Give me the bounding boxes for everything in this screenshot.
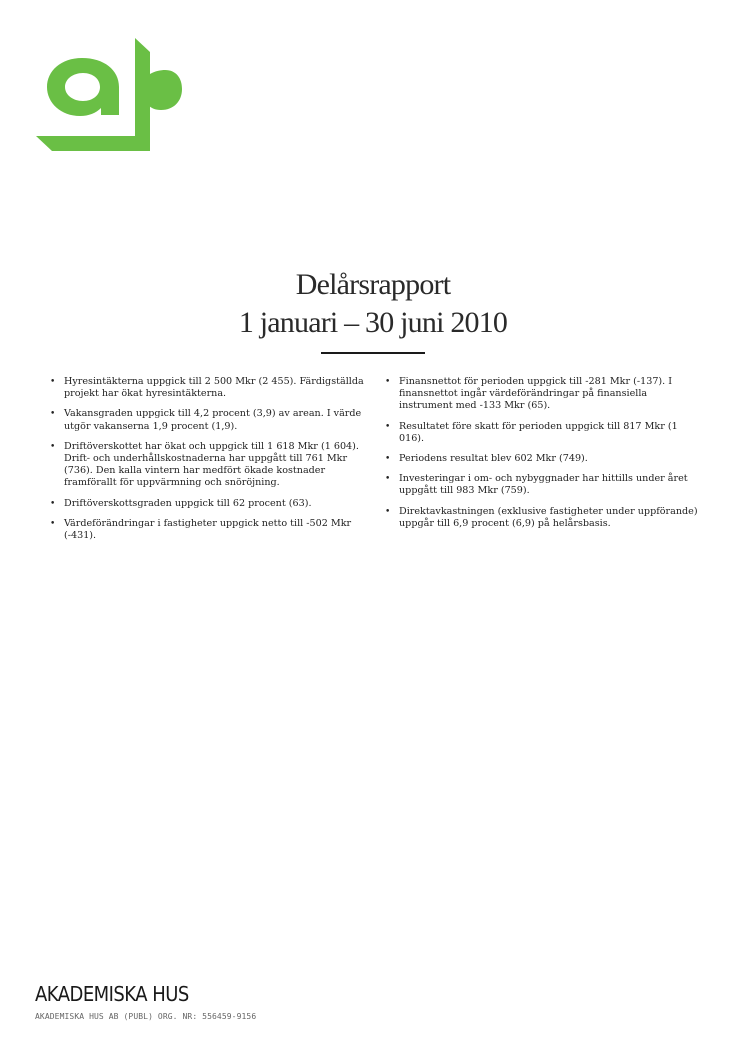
list-item: • Periodens resultat blev 602 Mkr (749). — [385, 453, 703, 465]
title-divider — [321, 352, 425, 354]
list-item: • Direktavkastningen (exklusive fastigheter under uppförande) uppgår till 6,9 procent (6,9) på helårsbasis. — [385, 506, 703, 530]
list-item: • Resultatet före skatt för perioden uppgick till 817 Mkr (1 016). — [385, 421, 703, 445]
list-item: • Hyresintäkterna uppgick till 2 500 Mkr (2 455). Färdigställda projekt har ökat hyresintäkterna. — [50, 376, 368, 400]
list-item: • Driftöverskottsgraden uppgick till 62 procent (63). — [50, 498, 368, 510]
report-title: Delårsrapport — [295, 268, 451, 301]
akademiska-hus-logo — [34, 36, 184, 154]
footer-org-number: AKADEMISKA HUS AB (PUBL) ORG. NR: 556459-9156 — [35, 1012, 257, 1021]
logo-letter-b — [135, 38, 182, 110]
list-item: • Finansnettot för perioden uppgick till -281 Mkr (-137). I finansnettot ingår värdeförändringar på finansiella instrument med -133 Mkr (65). — [385, 376, 703, 413]
list-item: • Vakansgraden uppgick till 4,2 procent (3,9) av arean. I värde utgör vakanserna 1,9 procent (1,9). — [50, 408, 368, 432]
highlights-right-column — [385, 376, 703, 538]
list-item: • Driftöverskottet har ökat och uppgick till 1 618 Mkr (1 604). Drift- och underhållskostnaderna har uppgått till 761 Mkr (736). Den kalla vintern har medfört ökade kostnader framförallt för uppvärmning och snöröjning. — [50, 441, 368, 490]
highlights-left-column — [50, 376, 368, 550]
list-item: • Investeringar i om- och nybyggnader har hittills under året uppgått till 983 Mkr (759). — [385, 473, 703, 497]
list-item: • Värdeförändringar i fastigheter uppgick netto till -502 Mkr (-431). — [50, 518, 368, 542]
footer-brand-name: AKADEMISKA HUS — [35, 982, 189, 1006]
logo-letter-a — [47, 58, 119, 116]
report-period: 1 januari – 30 juni 2010 — [238, 306, 508, 339]
